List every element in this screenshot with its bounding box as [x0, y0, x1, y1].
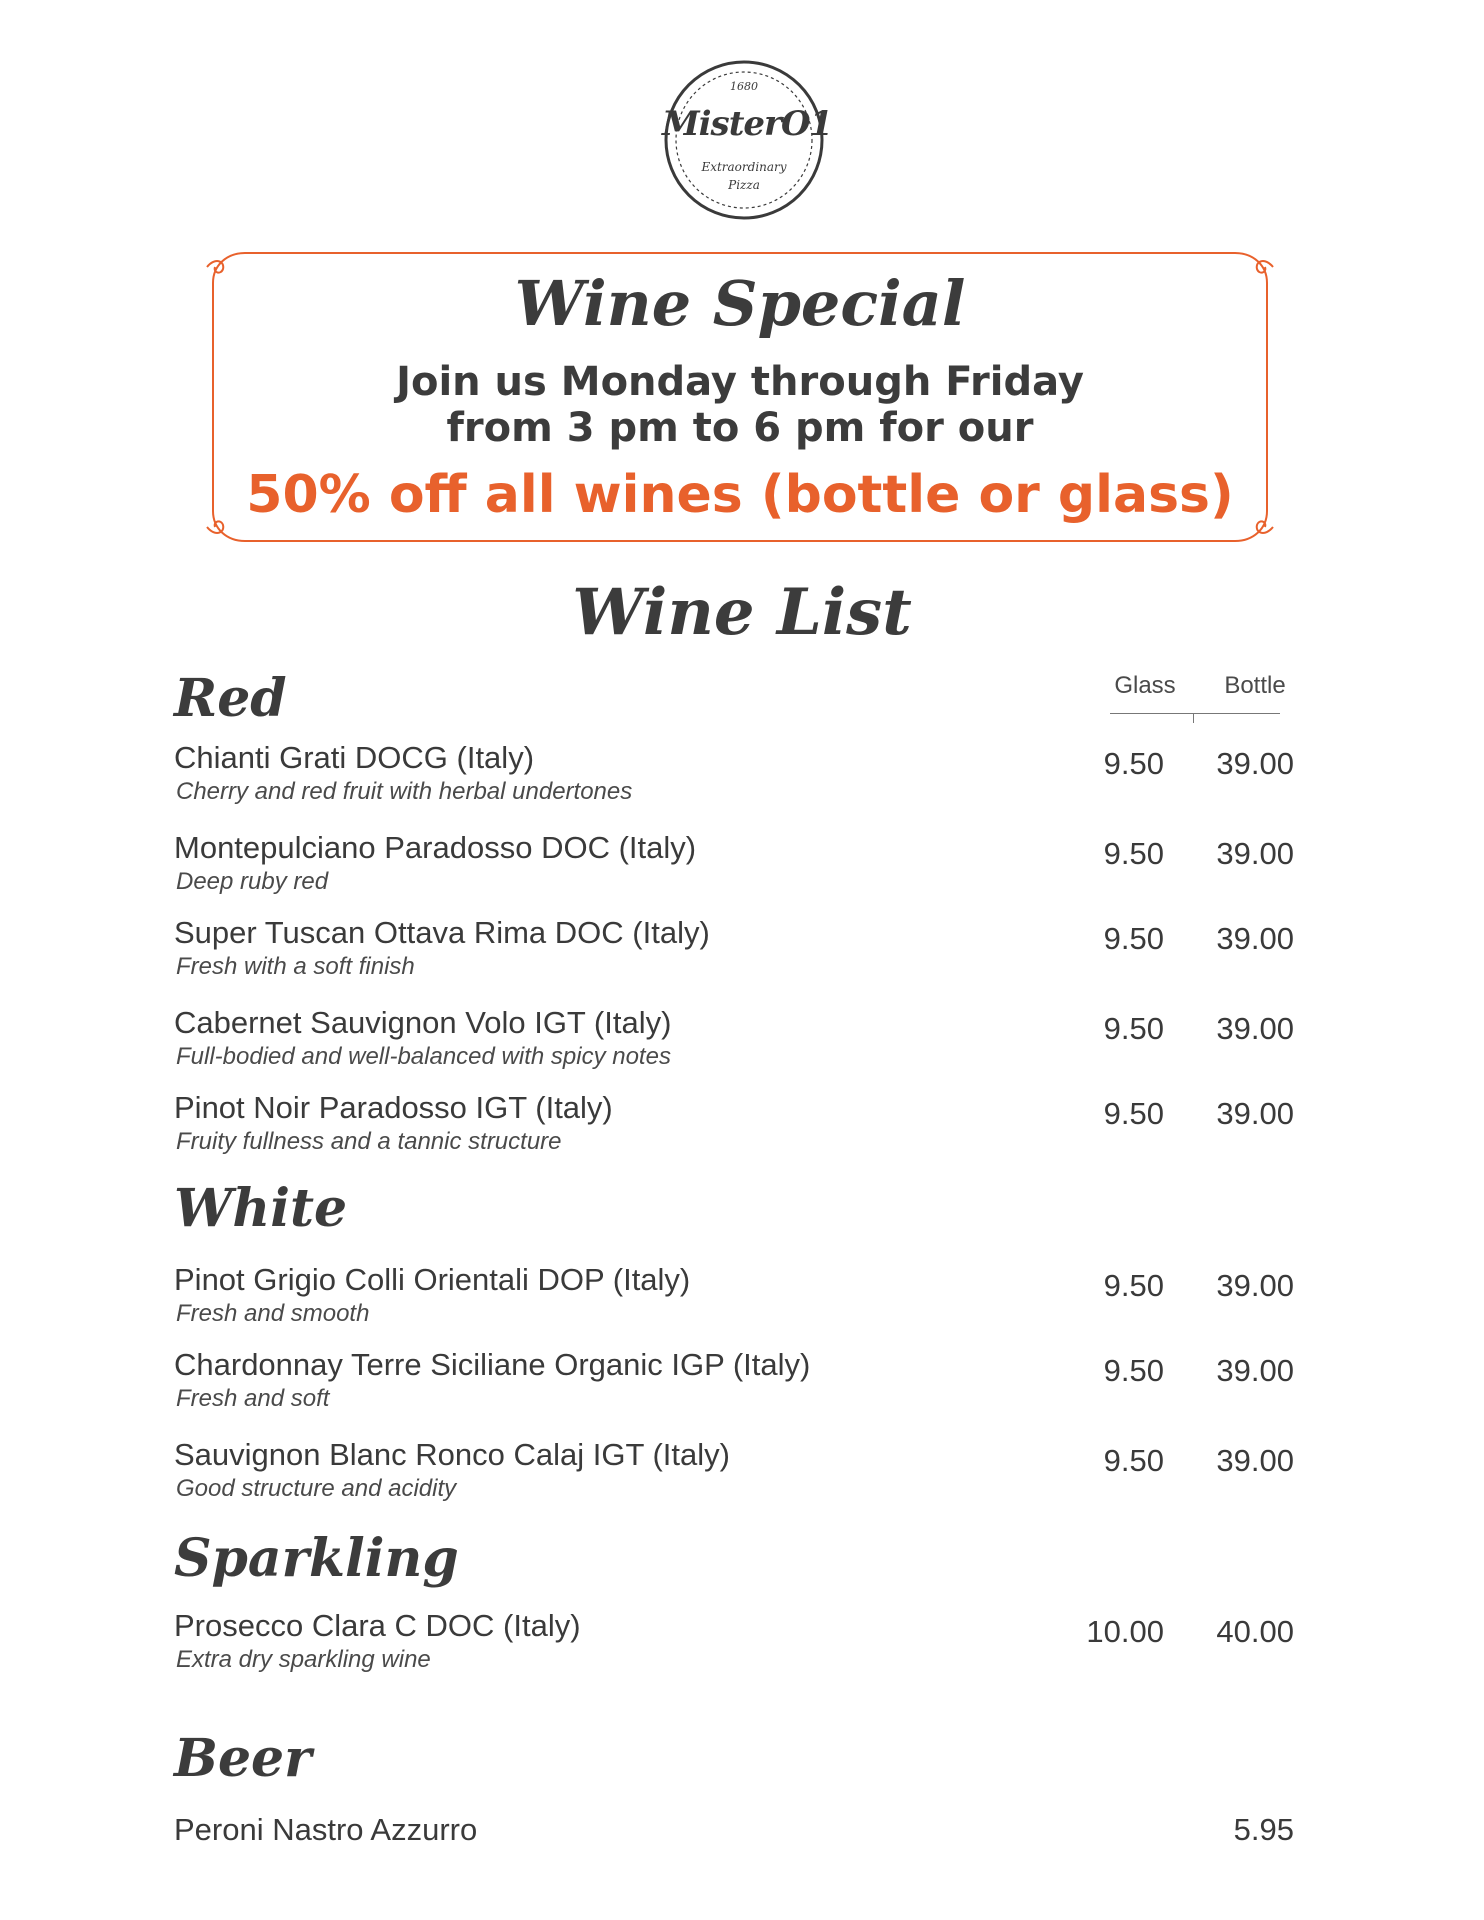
menu-item [174, 915, 1304, 995]
price-glass: 10.00 [1086, 1614, 1164, 1649]
menu-item [174, 1347, 1304, 1427]
price-bottle: 39.00 [1216, 746, 1294, 781]
restaurant-logo [662, 58, 833, 222]
price-single: 5.95 [1233, 1812, 1294, 1847]
price-glass: 9.50 [1103, 1443, 1164, 1478]
logo-name: MisterO1 [662, 104, 833, 144]
menu-item [174, 1262, 1304, 1342]
price-bottle: 39.00 [1216, 1011, 1294, 1046]
item-description: Fresh and soft [176, 1385, 330, 1412]
menu-item [174, 1812, 1304, 1862]
column-header-glass: Glass [1114, 672, 1176, 699]
item-name: Prosecco Clara C DOC (Italy) [174, 1608, 581, 1643]
special-offer: 50% off all wines (bottle or glass) [246, 465, 1234, 525]
price-bottle: 39.00 [1216, 1353, 1294, 1388]
item-description: Extra dry sparkling wine [176, 1646, 431, 1673]
logo-year: 1680 [730, 80, 758, 93]
item-description: Fresh and smooth [176, 1300, 370, 1327]
price-glass: 9.50 [1103, 1353, 1164, 1388]
wine-special-box [205, 247, 1275, 547]
item-description: Fresh with a soft finish [176, 953, 415, 980]
item-description: Deep ruby red [176, 868, 329, 895]
special-line-1: Join us Monday through Friday [396, 359, 1084, 405]
price-bottle: 40.00 [1216, 1614, 1294, 1649]
menu-item [174, 1608, 1304, 1688]
price-glass: 9.50 [1103, 746, 1164, 781]
item-name: Sauvignon Blanc Ronco Calaj IGT (Italy) [174, 1437, 730, 1472]
item-name: Pinot Grigio Colli Orientali DOP (Italy) [174, 1262, 691, 1297]
menu-item [174, 1090, 1304, 1170]
price-glass: 9.50 [1103, 1096, 1164, 1131]
section-title-beer: Beer [174, 1728, 312, 1789]
price-bottle: 39.00 [1216, 921, 1294, 956]
item-description: Full-bodied and well-balanced with spicy notes [176, 1043, 671, 1070]
menu-item [174, 740, 1304, 820]
menu-item [174, 1005, 1304, 1085]
price-glass: 9.50 [1103, 836, 1164, 871]
section-title-white: White [174, 1178, 348, 1239]
price-bottle: 39.00 [1216, 1268, 1294, 1303]
item-description: Fruity fullness and a tannic structure [176, 1128, 562, 1155]
price-glass: 9.50 [1103, 1268, 1164, 1303]
item-description: Good structure and acidity [176, 1475, 457, 1502]
logo-tagline-1: Extraordinary [701, 160, 787, 174]
item-name: Super Tuscan Ottava Rima DOC (Italy) [174, 915, 710, 950]
price-bottle: 39.00 [1216, 836, 1294, 871]
item-name: Chianti Grati DOCG (Italy) [174, 740, 535, 775]
item-name: Chardonnay Terre Siciliane Organic IGP (Italy) [174, 1347, 811, 1382]
wine-special-title: Wine Special [514, 267, 966, 340]
menu-item [174, 1437, 1304, 1517]
item-description: Cherry and red fruit with herbal undertones [176, 778, 633, 805]
price-bottle: 39.00 [1216, 1096, 1294, 1131]
price-glass: 9.50 [1103, 1011, 1164, 1046]
column-header-divider [1193, 713, 1194, 723]
item-name: Cabernet Sauvignon Volo IGT (Italy) [174, 1005, 672, 1040]
item-name: Montepulciano Paradosso DOC (Italy) [174, 830, 697, 865]
item-name: Pinot Noir Paradosso IGT (Italy) [174, 1090, 613, 1125]
column-header-rule [1110, 713, 1280, 714]
wine-list-title: Wine List [572, 575, 912, 650]
price-glass: 9.50 [1103, 921, 1164, 956]
price-bottle: 39.00 [1216, 1443, 1294, 1478]
menu-item [174, 830, 1304, 910]
logo-tagline-2: Pizza [728, 178, 760, 192]
special-line-2: from 3 pm to 6 pm for our [446, 405, 1034, 451]
column-header-bottle: Bottle [1224, 672, 1286, 699]
section-title-sparkling: Sparkling [174, 1528, 459, 1589]
section-title-red: Red [174, 668, 287, 729]
item-name: Peroni Nastro Azzurro [174, 1812, 478, 1847]
